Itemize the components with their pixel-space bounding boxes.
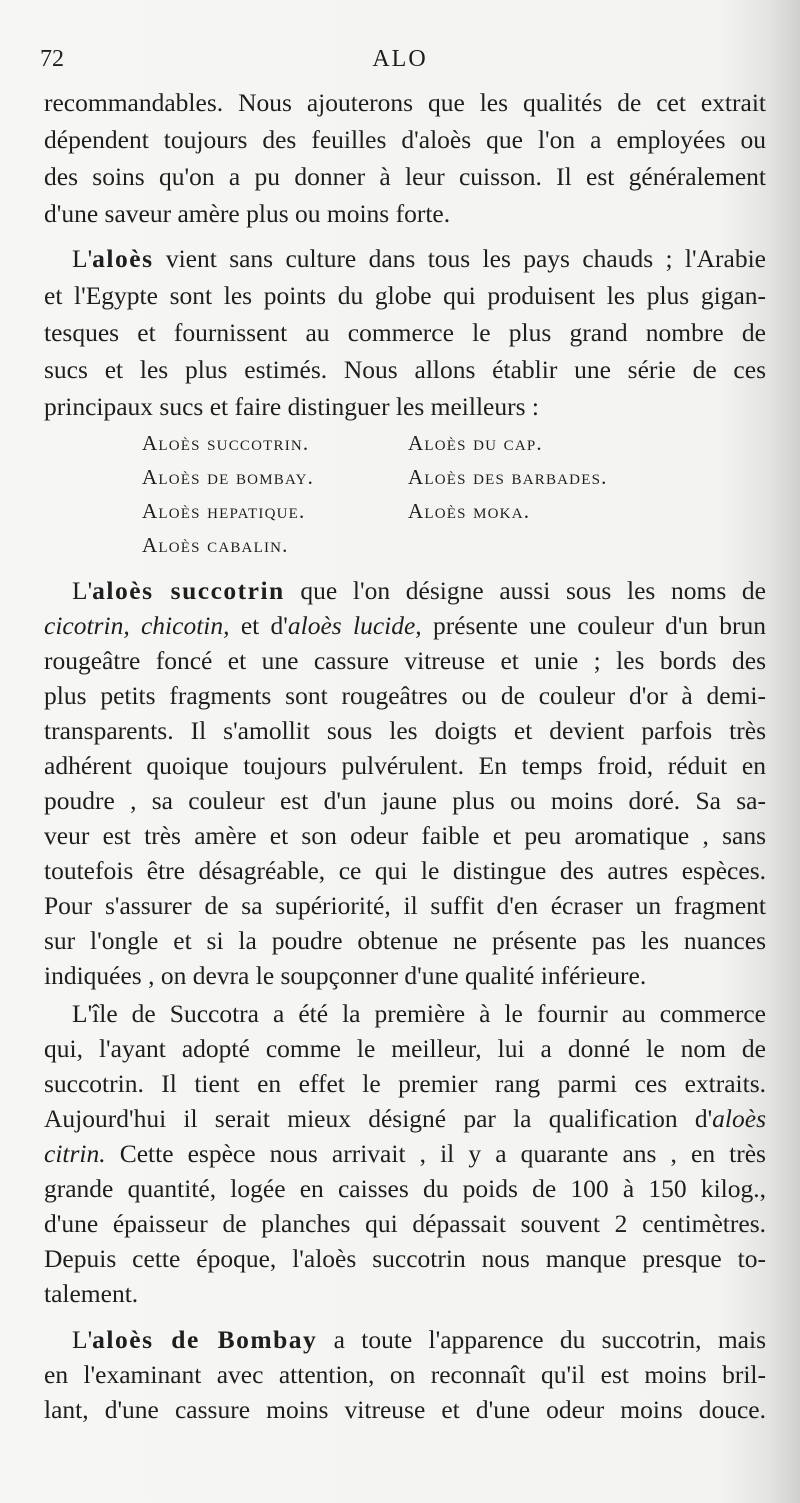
text-line: Aujourd'hui il serait mieux désigné par la qualification d'aloès [44, 1104, 766, 1133]
text-line: en l'examinant avec attention, on reconnaît qu'il est moins bril- [44, 1360, 766, 1389]
text-line: toutefois être désagréable, ce qui le distingue des autres espèces. [44, 856, 766, 885]
text-line: d'une épaisseur de planches qui dépassait souvent 2 centimètres. [44, 1209, 766, 1238]
page-number: 72 [40, 46, 64, 72]
text-line: L'aloès succotrin que l'on désigne aussi sous les noms de [72, 576, 766, 605]
text-line: adhérent quoique toujours pulvérulent. En temps froid, réduit en [44, 751, 766, 780]
text-line: transparents. Il s'amollit sous les doigts et devient parfois très [44, 716, 766, 745]
text-line: plus petits fragments sont rougeâtres ou de couleur d'or à demi- [44, 681, 766, 710]
text-line: cicotrin, chicotin, et d'aloès lucide, présente une couleur d'un brun [44, 611, 767, 640]
text-line: dépendent toujours des feuilles d'aloès que l'on a employées ou [44, 125, 766, 154]
text-line: veur est très amère et son odeur faible et peu aromatique , sans [44, 821, 766, 850]
text-line: principaux sucs et faire distinguer les meilleurs : [44, 392, 539, 421]
variety-item: Aloès de bombay. [142, 465, 315, 489]
text-line: Pour s'assurer de sa supériorité, il suffit d'en écraser un fragment [44, 891, 766, 920]
text-line: L'aloès vient sans culture dans tous les pays chauds ; l'Arabie [72, 244, 766, 273]
page-header [40, 46, 760, 80]
text-line: succotrin. Il tient en effet le premier rang parmi ces extraits. [44, 1069, 766, 1098]
text-line: et l'Egypte sont les points du globe qui produisent les plus gigan- [44, 281, 766, 310]
text-line: rougeâtre foncé et une cassure vitreuse et unie ; les bords des [44, 646, 766, 675]
text-line: recommandables. Nous ajouterons que les qualités de cet extrait [44, 88, 766, 117]
text-line: d'une saveur amère plus ou moins forte. [44, 199, 451, 228]
text-line: sucs et les plus estimés. Nous allons établir une série de ces [44, 355, 766, 384]
bold-term: aloès succotrin [92, 576, 285, 605]
variety-item: Aloès du cap. [408, 431, 543, 455]
text-line: grande quantité, logée en caisses du poids de 100 à 150 kilog., [44, 1174, 766, 1203]
text-line: sur l'ongle et si la poudre obtenue ne présente pas les nuances [44, 926, 766, 955]
text-line: lant, d'une cassure moins vitreuse et d'une odeur moins douce. [44, 1395, 766, 1424]
text-line: Depuis cette époque, l'aloès succotrin nous manque presque to- [44, 1244, 766, 1273]
variety-item: Aloès moka. [408, 499, 531, 523]
text-line: poudre , sa couleur est d'un jaune plus ou moins doré. Sa sa- [44, 786, 766, 815]
variety-item: Aloès succotrin. [142, 431, 310, 455]
variety-item: Aloès hepatique. [142, 499, 306, 523]
running-head: ALO [372, 46, 428, 72]
text-line: L'aloès de Bombay a toute l'apparence du succotrin, mais [72, 1325, 766, 1354]
text-line: qui, l'ayant adopté comme le meilleur, lui a donné le nom de [44, 1034, 766, 1063]
text-line: citrin. Cette espèce nous arrivait , il y a quarante ans , en très [44, 1139, 766, 1168]
text-line: L'île de Succotra a été la première à le fournir au commerce [72, 999, 766, 1028]
text-line: des soins qu'on a pu donner à leur cuisson. Il est généralement [44, 162, 766, 191]
variety-item: Aloès des barbades. [408, 465, 608, 489]
bold-term: aloès de Bombay [92, 1325, 318, 1354]
text-line: indiquées , on devra le soupçonner d'une qualité inférieure. [44, 961, 647, 990]
text-line: talement. [44, 1279, 139, 1308]
bold-term: aloès [92, 244, 154, 273]
text-line: tesques et fournissent au commerce le plus grand nombre de [44, 318, 766, 347]
variety-item: Aloès cabalin. [142, 533, 289, 557]
